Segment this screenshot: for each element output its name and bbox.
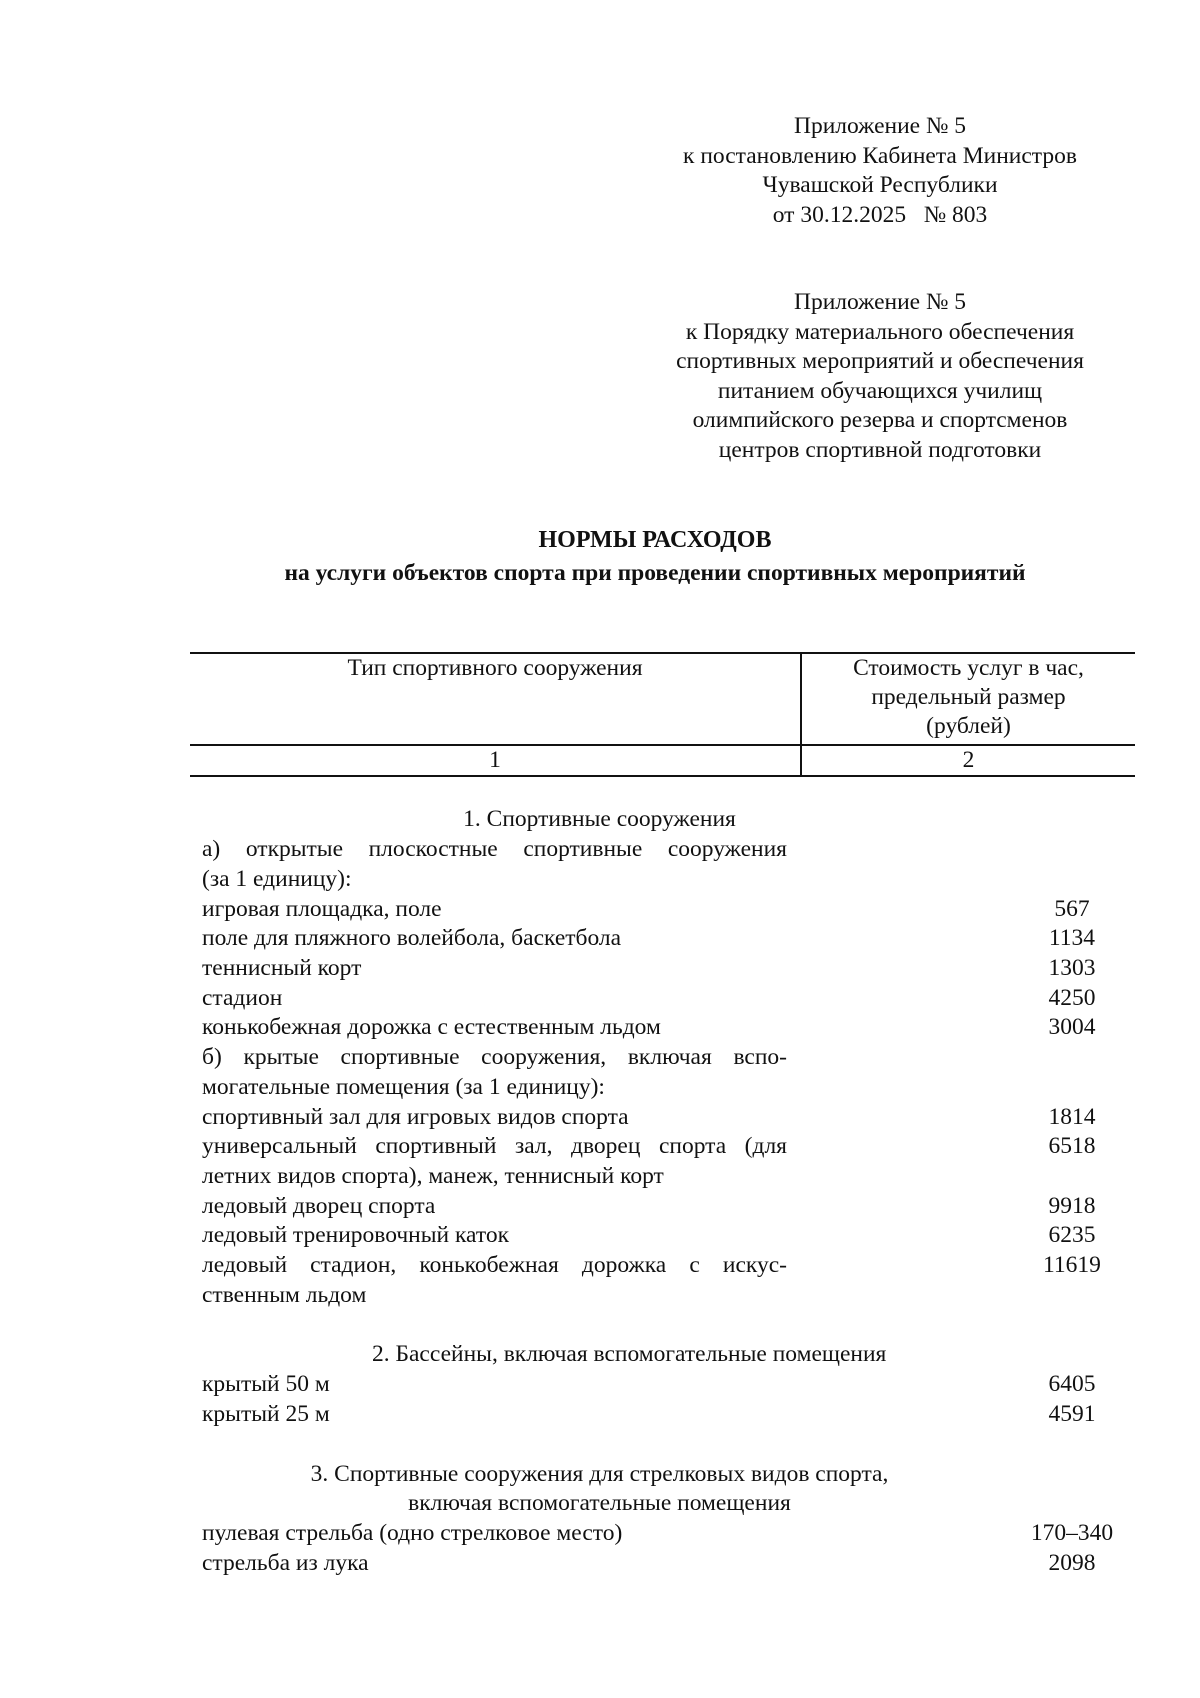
row-value: 170–340 <box>1030 1520 1114 1546</box>
row-value: 1814 <box>1048 1104 1096 1130</box>
row-label: крытый 50 м <box>202 1371 330 1397</box>
row-value: 2098 <box>1048 1550 1096 1576</box>
row-value: 4250 <box>1048 985 1096 1011</box>
row-value: 6518 <box>1048 1133 1096 1159</box>
appendix-order-block <box>635 288 1125 465</box>
table-row <box>202 896 1090 925</box>
document-subtitle: на услуги объектов спорта при проведении спортивных мероприятий <box>284 560 1026 586</box>
column-header-cost-line: предельный размер <box>871 684 1066 710</box>
column-header-cost-line: (рублей) <box>926 713 1011 739</box>
column-number-2: 2 <box>962 747 975 773</box>
row-value: 11619 <box>1043 1252 1101 1278</box>
table-row <box>202 1550 1096 1579</box>
appendix-line: олимпийского резерва и спортсменов <box>692 407 1068 433</box>
section-heading: 1. Спортивные сооружения <box>463 806 736 832</box>
appendix-line: питанием обучающихся училищ <box>717 377 1043 404</box>
row-value: 4591 <box>1048 1401 1096 1427</box>
appendix-line: Приложение № 5 <box>793 113 967 139</box>
row-label: поле для пляжного волейбола, баскетбола <box>202 925 622 951</box>
appendix-line: Приложение № 5 <box>793 289 967 315</box>
row-label: теннисный корт <box>202 955 362 981</box>
section-heading: 2. Бассейны, включая вспомогательные помещения <box>372 1341 887 1367</box>
row-label: конькобежная дорожка с естественным льдом <box>202 1014 661 1040</box>
column-number-1: 1 <box>489 747 501 773</box>
table-row <box>202 1371 1096 1400</box>
table-row <box>202 1104 1096 1133</box>
table-row <box>202 1401 1096 1430</box>
row-value: 9918 <box>1048 1193 1096 1219</box>
row-label: ледовый тренировочный каток <box>202 1222 510 1248</box>
column-header-cost-line: Стоимость услуг в час, <box>853 655 1084 681</box>
group-heading: (за 1 единицу): <box>202 866 352 892</box>
appendix-line: Чувашской Республики <box>762 172 998 198</box>
row-label: стадион <box>202 985 283 1011</box>
row-value: 567 <box>1054 896 1090 922</box>
appendix-line: центров спортивной подготовки <box>718 436 1042 463</box>
row-label: крытый 25 м <box>202 1401 330 1427</box>
table-row <box>202 985 1096 1014</box>
table-row <box>202 955 1096 984</box>
row-label-continued: летних видов спорта), манеж, теннисный корт <box>202 1163 664 1189</box>
row-value: 6405 <box>1048 1371 1096 1397</box>
row-label: ледовый дворец спорта <box>202 1193 436 1219</box>
row-value: 3004 <box>1048 1014 1096 1040</box>
row-value: 1303 <box>1048 955 1096 981</box>
row-label: стрельба из лука <box>202 1550 369 1576</box>
group-heading: б) крытые спортивные сооружения, включая вспо- <box>202 1044 787 1070</box>
appendix-resolution-block <box>640 112 1120 230</box>
column-header-type: Тип спортивного сооружения <box>347 655 643 681</box>
table-row <box>202 1193 1096 1222</box>
row-label-continued: ственным льдом <box>202 1282 367 1308</box>
table-row <box>202 925 1096 954</box>
row-label: универсальный спортивный зал, дворец спорта (для <box>202 1133 787 1159</box>
appendix-line: к Порядку материального обеспечения <box>685 318 1075 345</box>
row-label: пулевая стрельба (одно стрелковое место) <box>202 1520 623 1546</box>
table-row <box>202 1252 1101 1312</box>
table-row <box>202 1014 1096 1043</box>
row-value: 6235 <box>1048 1222 1096 1248</box>
row-value: 1134 <box>1048 925 1096 951</box>
appendix-line: спортивных мероприятий и обеспечения <box>676 348 1084 374</box>
table-number-bottom-rule <box>190 775 1135 777</box>
appendix-line: от 30.12.2025 № 803 <box>772 201 988 228</box>
section-heading: 3. Спортивные сооружения для стрелковых видов спорта, <box>310 1461 889 1487</box>
section-heading-continued: включая вспомогательные помещения <box>408 1490 791 1516</box>
column-header-cost <box>802 654 1135 741</box>
row-label: ледовый стадион, конькобежная дорожка с искус- <box>202 1252 787 1278</box>
table-row <box>202 1222 1096 1251</box>
table-row <box>202 1520 1114 1549</box>
row-label: спортивный зал для игровых видов спорта <box>202 1104 629 1130</box>
group-heading: могательные помещения (за 1 единицу): <box>202 1074 605 1100</box>
group-heading: а) открытые плоскостные спортивные сооружения <box>202 836 787 862</box>
appendix-line: к постановлению Кабинета Министров <box>683 142 1077 169</box>
document-title: НОРМЫ РАСХОДОВ <box>538 527 772 553</box>
table-row <box>202 1133 1096 1193</box>
row-label: игровая площадка, поле <box>202 896 442 922</box>
